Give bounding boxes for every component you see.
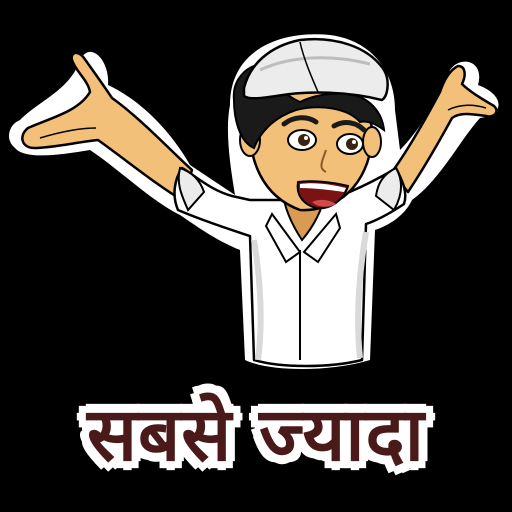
sticker-caption: सबसे ज्यादा [87, 392, 425, 478]
right-arm [392, 66, 496, 192]
